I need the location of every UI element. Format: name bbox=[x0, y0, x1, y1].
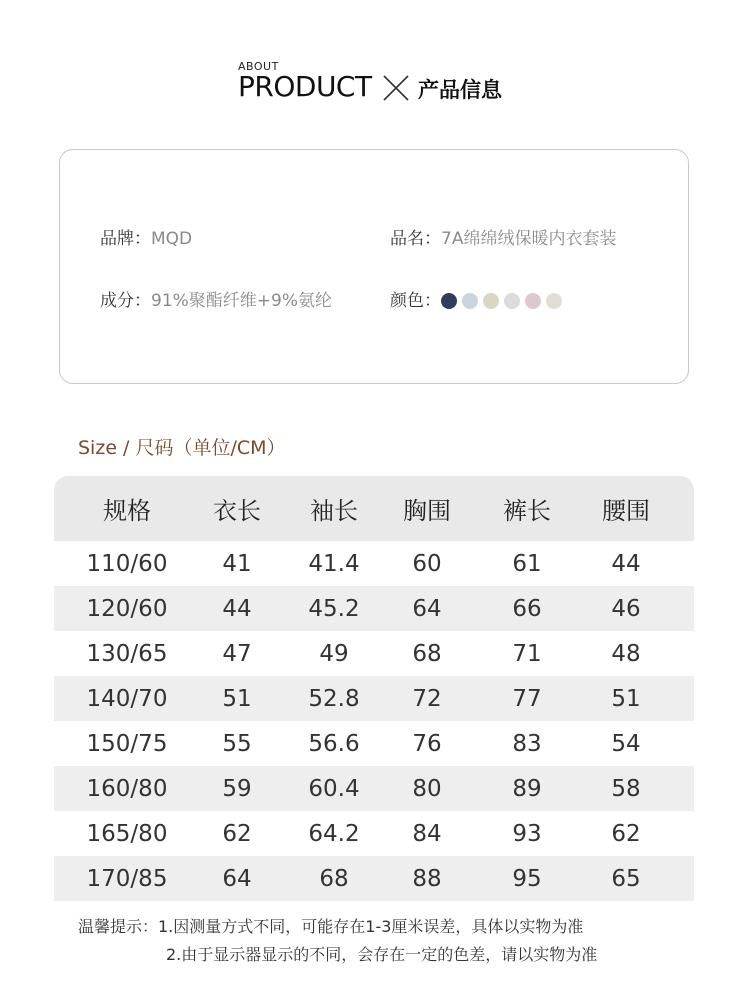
table-row bbox=[54, 586, 694, 631]
table-cell: 59 bbox=[222, 775, 252, 802]
color-swatch bbox=[483, 293, 499, 309]
table-header-cell: 胸围 bbox=[403, 497, 451, 525]
table-cell: 68 bbox=[319, 865, 349, 892]
table-row bbox=[54, 676, 694, 721]
table-cell: 62 bbox=[611, 820, 641, 847]
table-cell: 52.8 bbox=[308, 685, 360, 712]
table-cell: 47 bbox=[222, 640, 252, 667]
header-product-text: PRODUCT bbox=[238, 70, 372, 103]
table-cell: 77 bbox=[512, 685, 542, 712]
table-header-cell: 袖长 bbox=[310, 497, 358, 525]
header-title-cn: 产品信息 bbox=[418, 78, 502, 102]
brand-label: 品牌： bbox=[100, 229, 151, 249]
table-cell: 60 bbox=[412, 550, 442, 577]
table-cell: 41 bbox=[222, 550, 252, 577]
color-swatch bbox=[462, 293, 478, 309]
table-cell: 80 bbox=[412, 775, 442, 802]
table-cell: 93 bbox=[512, 820, 542, 847]
table-cell: 84 bbox=[412, 820, 442, 847]
table-cell: 76 bbox=[412, 730, 442, 757]
table-header-cell: 裤长 bbox=[503, 497, 551, 525]
table-cell: 48 bbox=[611, 640, 641, 667]
color-swatch bbox=[504, 293, 520, 309]
color-label: 颜色： bbox=[390, 291, 441, 311]
color-swatches bbox=[441, 291, 567, 311]
table-cell: 65 bbox=[611, 865, 641, 892]
color-swatch bbox=[546, 293, 562, 309]
table-cell: 89 bbox=[512, 775, 542, 802]
brand-value: MQD bbox=[151, 229, 193, 249]
table-cell: 64 bbox=[222, 865, 252, 892]
table-row bbox=[54, 631, 694, 676]
note-line-1: 温馨提示：1.因测量方式不同，可能存在1-3厘米误差，具体以实物为准 bbox=[78, 917, 584, 936]
table-cell: 45.2 bbox=[308, 595, 360, 622]
table-cell: 95 bbox=[512, 865, 542, 892]
product-info-card bbox=[59, 149, 689, 384]
color-swatch bbox=[441, 293, 457, 309]
table-cell: 54 bbox=[611, 730, 641, 757]
table-cell: 165/80 bbox=[86, 820, 168, 847]
material-row bbox=[100, 286, 332, 311]
table-cell: 72 bbox=[412, 685, 442, 712]
product-name-label: 品名： bbox=[390, 229, 441, 249]
product-name-value: 7A绵绵绒保暖内衣套装 bbox=[441, 229, 617, 249]
table-header-cell: 衣长 bbox=[213, 497, 261, 525]
table-cell: 61 bbox=[512, 550, 542, 577]
note-line-2: 2.由于显示器显示的不同，会存在一定的色差，请以实物为准 bbox=[166, 945, 598, 964]
table-cell: 62 bbox=[222, 820, 252, 847]
table-cell: 160/80 bbox=[86, 775, 168, 802]
material-value: 91%聚酯纤维+9%氨纶 bbox=[151, 291, 332, 311]
table-cell: 56.6 bbox=[308, 730, 360, 757]
product-name-row bbox=[390, 224, 616, 249]
table-cell: 44 bbox=[222, 595, 252, 622]
table-row bbox=[54, 811, 694, 856]
size-table bbox=[54, 476, 694, 901]
table-cell: 130/65 bbox=[86, 640, 168, 667]
table-cell: 55 bbox=[222, 730, 252, 757]
table-header-cell: 腰围 bbox=[602, 497, 650, 525]
table-header-cell: 规格 bbox=[103, 497, 151, 525]
header-about-text: ABOUT bbox=[238, 60, 279, 73]
table-cell: 150/75 bbox=[86, 730, 168, 757]
table-cell: 51 bbox=[222, 685, 252, 712]
color-swatch bbox=[525, 293, 541, 309]
table-cell: 110/60 bbox=[86, 550, 168, 577]
table-cell: 140/70 bbox=[86, 685, 168, 712]
color-row bbox=[390, 286, 567, 311]
table-cell: 49 bbox=[319, 640, 349, 667]
table-cell: 64.2 bbox=[308, 820, 360, 847]
table-row bbox=[54, 721, 694, 766]
cross-icon bbox=[381, 73, 411, 103]
brand-row bbox=[100, 224, 192, 249]
size-section-title: Size / 尺码（单位/CM） bbox=[78, 437, 286, 459]
table-cell: 68 bbox=[412, 640, 442, 667]
table-cell: 170/85 bbox=[86, 865, 168, 892]
table-row bbox=[54, 541, 694, 586]
table-cell: 88 bbox=[412, 865, 442, 892]
table-cell: 60.4 bbox=[308, 775, 360, 802]
table-cell: 120/60 bbox=[86, 595, 168, 622]
table-cell: 83 bbox=[512, 730, 542, 757]
table-row bbox=[54, 766, 694, 811]
table-header-row bbox=[54, 476, 694, 541]
table-cell: 41.4 bbox=[308, 550, 360, 577]
table-cell: 44 bbox=[611, 550, 641, 577]
table-cell: 58 bbox=[611, 775, 641, 802]
table-cell: 46 bbox=[611, 595, 641, 622]
table-cell: 51 bbox=[611, 685, 641, 712]
table-cell: 71 bbox=[512, 640, 542, 667]
table-cell: 64 bbox=[412, 595, 442, 622]
table-row bbox=[54, 856, 694, 901]
table-cell: 66 bbox=[512, 595, 542, 622]
material-label: 成分： bbox=[100, 291, 151, 311]
notes bbox=[78, 913, 597, 969]
